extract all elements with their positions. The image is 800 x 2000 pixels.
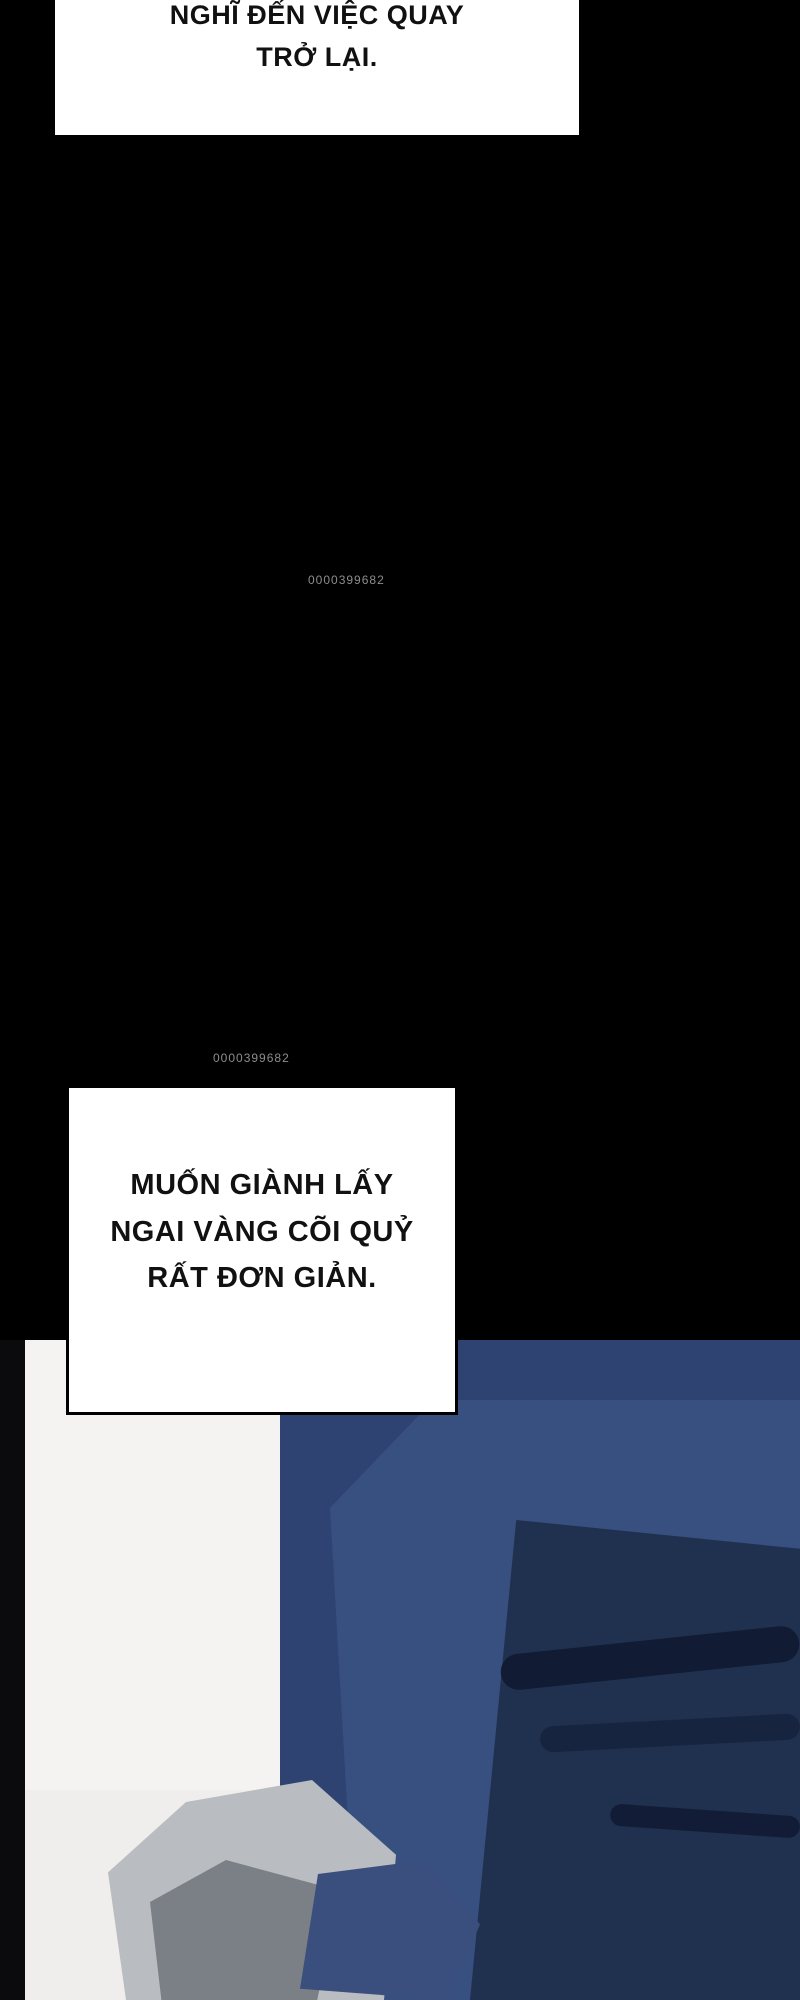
artwork-blue-shadow xyxy=(470,1520,800,2000)
dialogue-panel-lower xyxy=(66,1085,458,1415)
dialogue-line: NGAI VÀNG CÕI QUỶ xyxy=(110,1215,414,1248)
dialogue-line: NGHĨ ĐẾN VIỆC QUAY xyxy=(169,0,465,30)
dialogue-line: TRỞ LẠI. xyxy=(256,41,378,72)
watermark-lower: 0000399682 xyxy=(213,1051,290,1065)
dialogue-line: RẤT ĐƠN GIẢN. xyxy=(147,1262,377,1295)
watermark-upper: 0000399682 xyxy=(308,573,385,587)
artwork-panel xyxy=(0,1340,800,2000)
dialogue-panel-top xyxy=(52,0,582,138)
artwork-dark-edge xyxy=(0,1340,25,2000)
dialogue-line: MUỐN GIÀNH LẤY xyxy=(130,1168,394,1201)
